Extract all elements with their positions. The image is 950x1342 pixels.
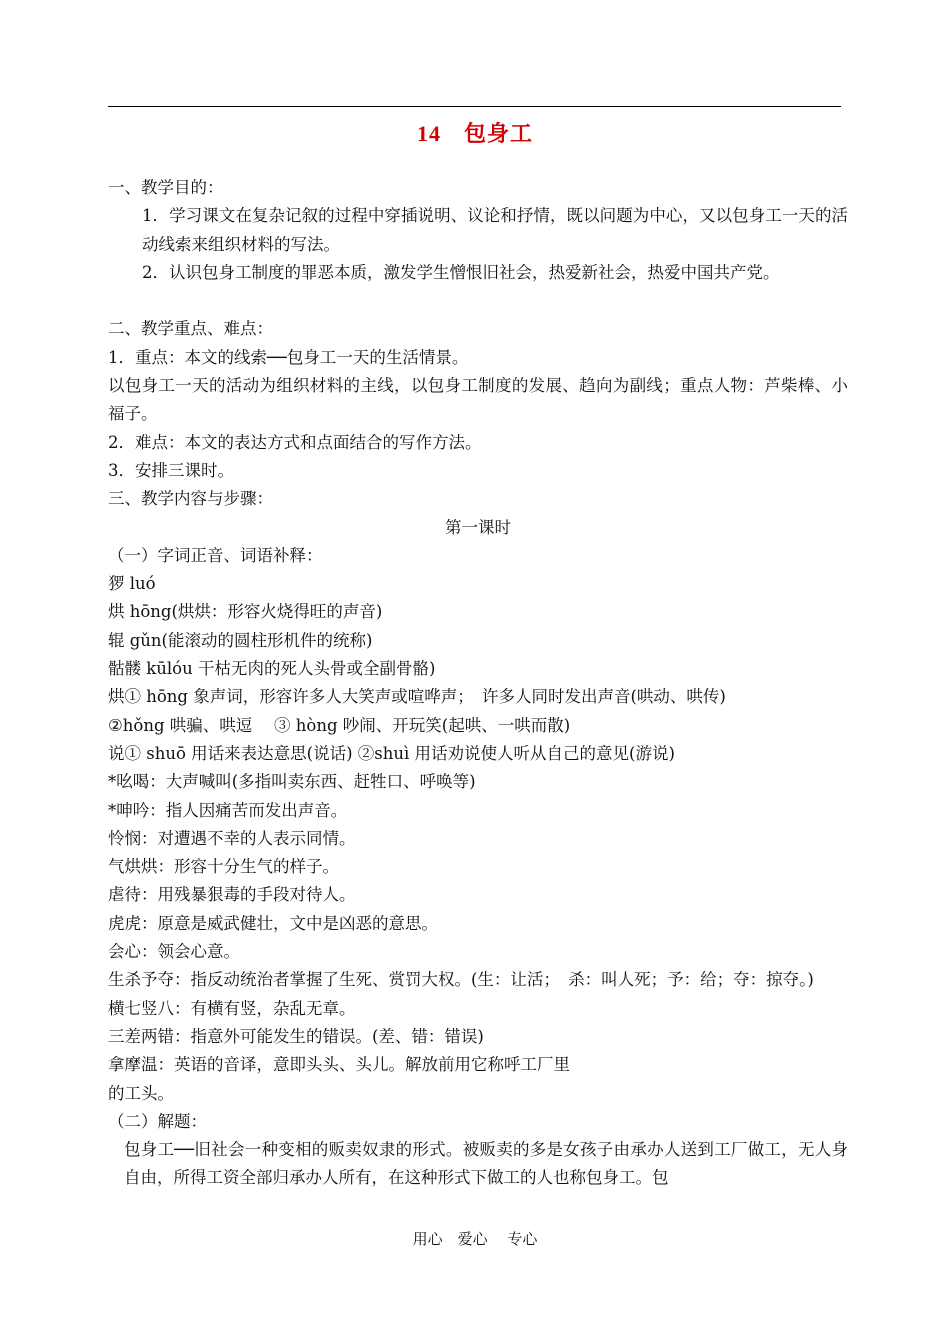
vocab-item: 会心：领会心意。 — [108, 942, 240, 962]
subsection-heading: （一）字词正音、词语补释： — [108, 545, 323, 565]
vocab-item: 怜悯：对遭遇不幸的人表示同情。 — [108, 828, 356, 848]
vocab-item: 虎虎：原意是威武健壮，文中是凶恶的意思。 — [108, 913, 438, 933]
paragraph: 1．重点：本文的线索──包身工一天的生活情景。 — [108, 347, 469, 367]
paragraph: 2．难点：本文的表达方式和点面结合的写作方法。 — [108, 432, 482, 452]
page-footer: 用心 爱心 专心 — [412, 1230, 538, 1248]
paragraph: 包身工──旧社会一种变相的贩卖奴隶的形式。被贩卖的多是女孩子由承办人送到工厂做工，无人身自由，所得工资全部归承办人所有，在这种形式下做工的人也称包身工。包 — [124, 1140, 848, 1188]
document-body — [108, 174, 848, 1193]
vocab-item: *吆喝：大声喊叫(多指叫卖东西、赶牲口、呼唤等) — [108, 772, 476, 792]
paragraph: 2．认识包身工制度的罪恶本质，激发学生憎恨旧社会，热爱新社会，热爱中国共产党。 — [142, 262, 780, 282]
vocab-item: 说① shuō 用话来表达意思(说话) ②shuì 用话劝说使人听从自己的意见(游说) — [108, 743, 675, 763]
vocab-item: 烘 hōng(烘烘：形容火烧得旺的声音) — [108, 602, 383, 622]
section-heading: 一、教学目的： — [108, 178, 224, 197]
header-rule — [108, 106, 841, 107]
vocab-item: 的工头。 — [108, 1083, 174, 1103]
vocab-item: 辊 gǔn(能滚动的圆柱形机件的统称) — [108, 630, 373, 650]
paragraph: 1．学习课文在复杂记叙的过程中穿插说明、议论和抒情，既以问题为中心，又以包身工一天的活动线索来组织材料的写法。 — [142, 206, 848, 254]
vocab-item: *呻吟：指人因痛苦而发出声音。 — [108, 800, 348, 820]
vocab-item: ②hǒng 哄骗、哄逗 ③ hòng 吵闹、开玩笑(起哄、一哄而散) — [108, 715, 571, 735]
paragraph: 以包身工一天的活动为组织材料的主线，以包身工制度的发展、趋向为副线；重点人物：芦柴棒、小福子。 — [108, 376, 848, 424]
vocab-item: 骷髅 kūlóu 干枯无肉的死人头骨或全副骨骼) — [108, 659, 436, 679]
section-heading: 二、教学重点、难点： — [108, 319, 273, 339]
vocab-item: 三差两错：指意外可能发生的错误。(差、错：错误) — [108, 1026, 484, 1046]
vocab-item: 猡 luó — [108, 574, 156, 594]
vocab-item: 气烘烘：形容十分生气的样子。 — [108, 857, 339, 877]
section-heading: 三、教学内容与步骤： — [108, 489, 273, 509]
page-title: 14 包身工 — [416, 121, 533, 146]
vocab-item: 拿摩温：英语的音译，意即头头、头儿。解放前用它称呼工厂里 — [108, 1055, 570, 1075]
paragraph: 3．安排三课时。 — [108, 460, 234, 480]
vocab-item: 生杀予夺：指反动统治者掌握了生死、赏罚大权。(生：让活； 杀：叫人死；予：给；夺：掠夺。) — [108, 970, 814, 990]
vocab-item: 横七竖八：有横有竖，杂乱无章。 — [108, 998, 356, 1018]
vocab-item: 烘① hōng 象声词，形容许多人大笑声或喧哗声； 许多人同时发出声音(哄动、哄传) — [108, 687, 726, 707]
vocab-item: 虐待：用残暴狠毒的手段对待人。 — [108, 885, 356, 905]
lesson-heading: 第一课时 — [445, 517, 511, 537]
subsection-heading: （二）解题： — [108, 1111, 207, 1131]
